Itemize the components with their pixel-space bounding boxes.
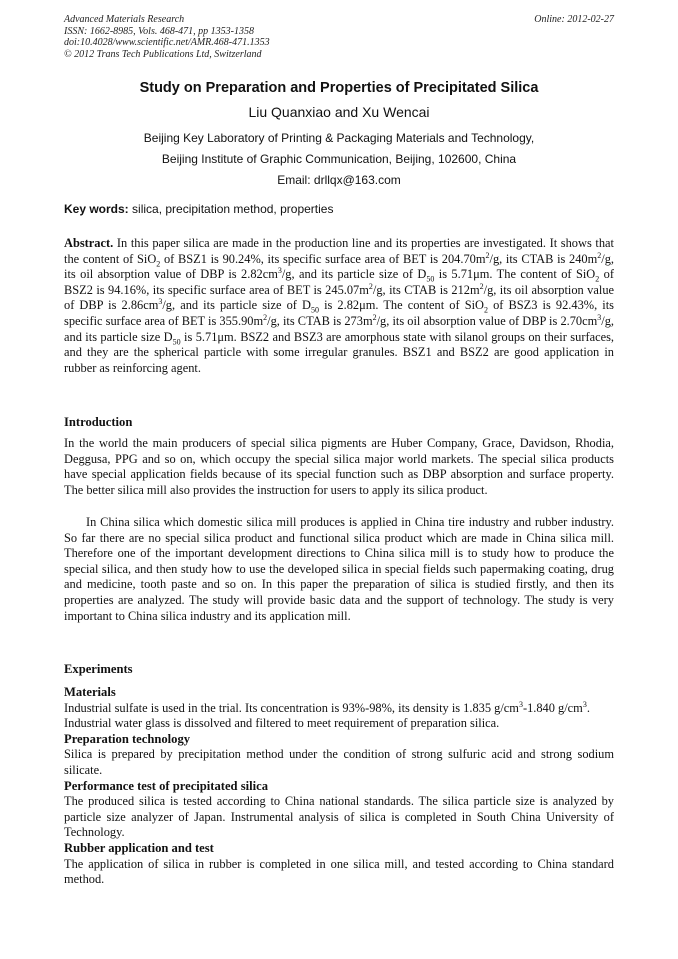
introduction-heading: Introduction — [64, 415, 133, 429]
performance-test-heading: Performance test of precipitated silica — [64, 778, 268, 793]
journal-name: Advanced Materials Research — [64, 14, 185, 25]
abstract: Abstract. In this paper silica are made in the production line and its properties are investigated. It shows that the content of SiO$_2$ of BSZ1 is 90.24%, its specific surface area of BET is $204.70m^2/g$, its CTAB is $240m^2/g$, its oil absorption value of DBP is $2.82cm^3/g$, and its particle size of $D_{50}$ is 5.71μm. The content of SiO$_2$ of BSZ2 is 94.16%, its specific surface area of BET is $245.07m^2/g$, its CTAB is $212m^2/g$, its oil absorption value of DBP is $2.86cm^3/g$, and its particle size of $D_{50}$ is 2.82μm. The content of SiO$_2$ of BSZ3 is 92.43%, its specific surface area of BET is $355.90m^2/g$, its CTAB is $273m^2/g$, its oil absorption value of DBP is $2.70cm^3/g$, and its particle size $D_{50}$ is 5.71μm. BSZ2 and BSZ3 are amorphous state with silanol groups on their surfaces, and they are the spherical particle with some irregular granules. BSZ1 and BSZ2 are good application in rubber as reinforcing agent. — [64, 236, 615, 375]
experiments-section — [64, 685, 614, 888]
author-email: Email: drllqx@163.com — [277, 173, 401, 187]
journal-header — [64, 14, 614, 60]
keywords — [64, 202, 333, 216]
rubber-application-heading: Rubber application and test — [64, 840, 214, 855]
introduction-paragraph-2: In China silica which domestic silica mill produces is applied in China tire industry and rubber industry. So far there are no special silica product and functional silica product which are made in China silica mill. Therefore one of the important development directions to China silica mill is to study how to produce the special silica, and then study how to use the developed silica in special fields such papermaking coating, drug and medicine, tooth paste and so on. In this paper the preparation of silica is studied firstly, and then its properties are analyzed. The study will provide basic data and the support of technology. The study is very important to China silica industry and its application mill. — [64, 515, 614, 623]
introduction-paragraph-1: In the world the main producers of special silica pigments are Huber Company, Grace, Davidson, Rhodia, Deggusa, PPG and so on, which occupy the special silica major world markets. The special silica products have special application fields because of its special function such as DBP absorption and surface property. The better silica mill also provides the instruction for users to apply its silica product. — [64, 436, 614, 497]
rubber-application-paragraph: The application of silica in rubber is completed in one silica mill, and tested according to China standard method. — [64, 856, 614, 887]
preparation-paragraph: Silica is prepared by precipitation method under the condition of strong sulfuric acid and strong sodium silicate. — [64, 747, 614, 777]
keywords-label: Key words: — [64, 202, 129, 216]
doi-line: doi:10.4028/www.scientific.net/AMR.468-471.1353 — [64, 37, 270, 48]
affiliation-line-2: Beijing Institute of Graphic Communication, Beijing, 102600, China — [161, 152, 517, 166]
materials-heading: Materials — [64, 685, 116, 699]
experiments-heading: Experiments — [64, 662, 133, 676]
materials-paragraph: Industrial sulfate is used in the trial. Its concentration is 93%-98%, its density is 1.835 $g/cm^3-1.840$ $g/cm^3$. — [64, 699, 590, 715]
affiliation-line-1: Beijing Key Laboratory of Printing & Packaging Materials and Technology, — [143, 131, 535, 145]
performance-test-paragraph: The produced silica is tested according to China national standards. The silica particle size is analyzed by particle size analyzer of Japan. Instrumental analysis of silica is completed in South China University of Technology. — [64, 794, 614, 840]
issn-line: ISSN: 1662-8985, Vols. 468-471, pp 1353-1358 — [64, 25, 254, 37]
preparation-heading: Preparation technology — [64, 731, 191, 746]
authors: Liu Quanxiao and Xu Wencai — [248, 104, 430, 120]
paper-title: Study on Preparation and Properties of Precipitated Silica — [139, 80, 539, 96]
online-date: Online: 2012-02-27 — [534, 14, 614, 25]
copyright-line: © 2012 Trans Tech Publications Ltd, Switzerland — [64, 48, 262, 60]
abstract-label: Abstract. — [64, 236, 114, 250]
keywords-text: silica, precipitation method, properties — [132, 202, 334, 216]
water-glass-paragraph: Industrial water glass is dissolved and filtered to meet requirement of preparation silica. — [64, 716, 500, 731]
